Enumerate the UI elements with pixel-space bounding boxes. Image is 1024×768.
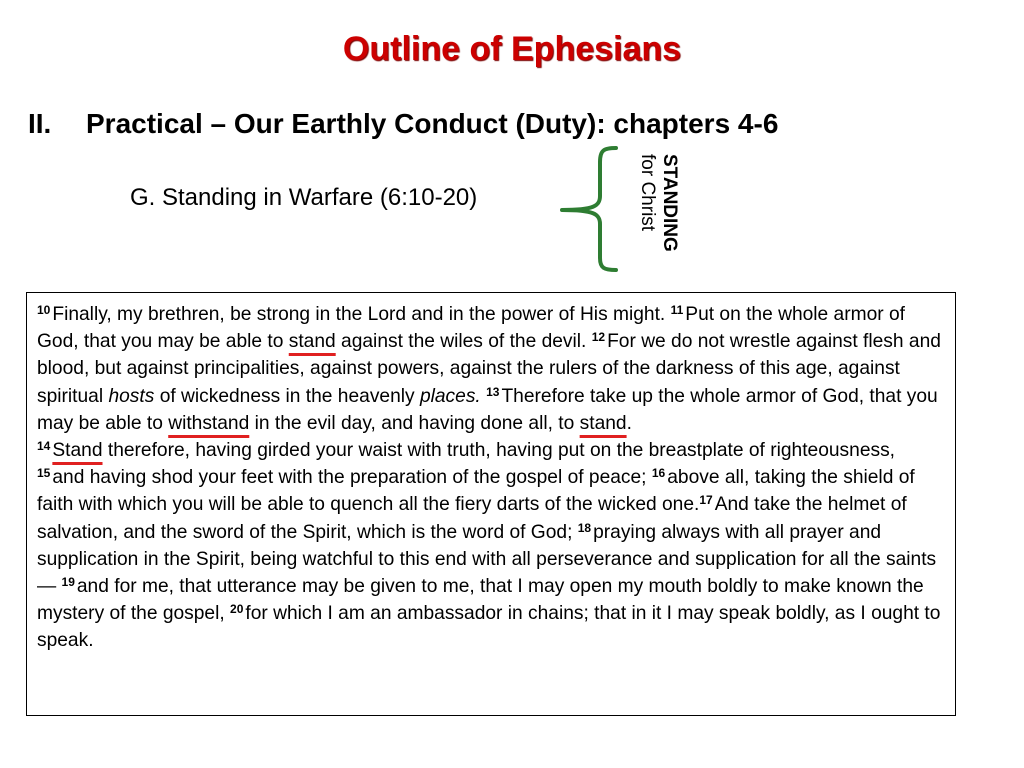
verse-number: 11 [670,303,684,317]
slide-title: Outline of Ephesians [342,30,682,68]
verse-number: 10 [37,303,51,317]
underlined-word: stand [288,331,336,353]
verse-number: 18 [577,520,592,535]
section-number: II. [28,108,52,139]
verse-text: Put on the whole armor of God, that you may be able to [37,304,905,353]
verse-text: of wickedness in the heavenly [159,385,415,407]
verse-number: 17 [699,493,713,508]
underlined-word: Stand [52,440,103,462]
verse-text: For we do not wrestle against flesh and blood, but against principalities, against powers, against the rulers of the darkness of this age, against spiritual [37,331,941,407]
verse-text: Finally, my brethren, be strong in the Lord and in the power of His might. [52,304,666,325]
verse-text: . [626,412,632,434]
section-heading [28,108,778,140]
verse-text: above all, taking the shield of faith with which you will be able to quench all the fiery darts of the wicked one. [37,467,915,516]
italic-word: places. [419,385,481,407]
verse-text: therefore, having girded your waist with truth, having put on the breastplate of righteousness, [107,440,896,462]
verse-text: against the wiles of the devil. [341,331,587,353]
verse-text: and having shod your feet with the preparation of the gospel of peace; [52,467,647,489]
scripture-passage [26,292,956,716]
verse-text: and for me, that utterance may be given to me, that I may open my mouth boldly to make known the mystery of the gospel, [37,576,924,625]
verse-text: for which I am an ambassador in chains; that in it I may speak boldly, as I ought to speak. [37,603,941,652]
standing-label-line1: STANDING [659,154,680,252]
verse-number: 20 [230,602,244,617]
subsection-heading: G. Standing in Warfare (6:10-20) [130,184,478,211]
standing-label [616,154,680,274]
verse-number: 19 [61,575,75,590]
verse-text: in the evil day, and having done all, to [254,412,575,434]
verse-number: 16 [651,466,666,481]
verse-number: 12 [591,330,606,345]
verse-number: 15 [37,466,51,481]
verse-text: Therefore take up the whole armor of God, that you may be able to [37,385,938,434]
verse-number: 14 [37,439,51,454]
underlined-word: stand [579,412,627,434]
verse-text: praying always with all prayer and supplication in the Spirit, being watchful to this end with all perseverance and supplication for all the saints— [37,521,937,598]
italic-word: hosts [108,385,155,407]
verse-number: 13 [486,384,500,399]
verse-text: And take the helmet of salvation, and the sword of the Spirit, which is the word of God; [37,494,907,543]
section-heading-text: Practical – Our Earthly Conduct (Duty): chapters 4-6 [86,108,779,139]
green-brace [558,142,620,276]
standing-label-line2: for Christ [637,154,658,232]
underlined-word: withstand [168,412,250,434]
